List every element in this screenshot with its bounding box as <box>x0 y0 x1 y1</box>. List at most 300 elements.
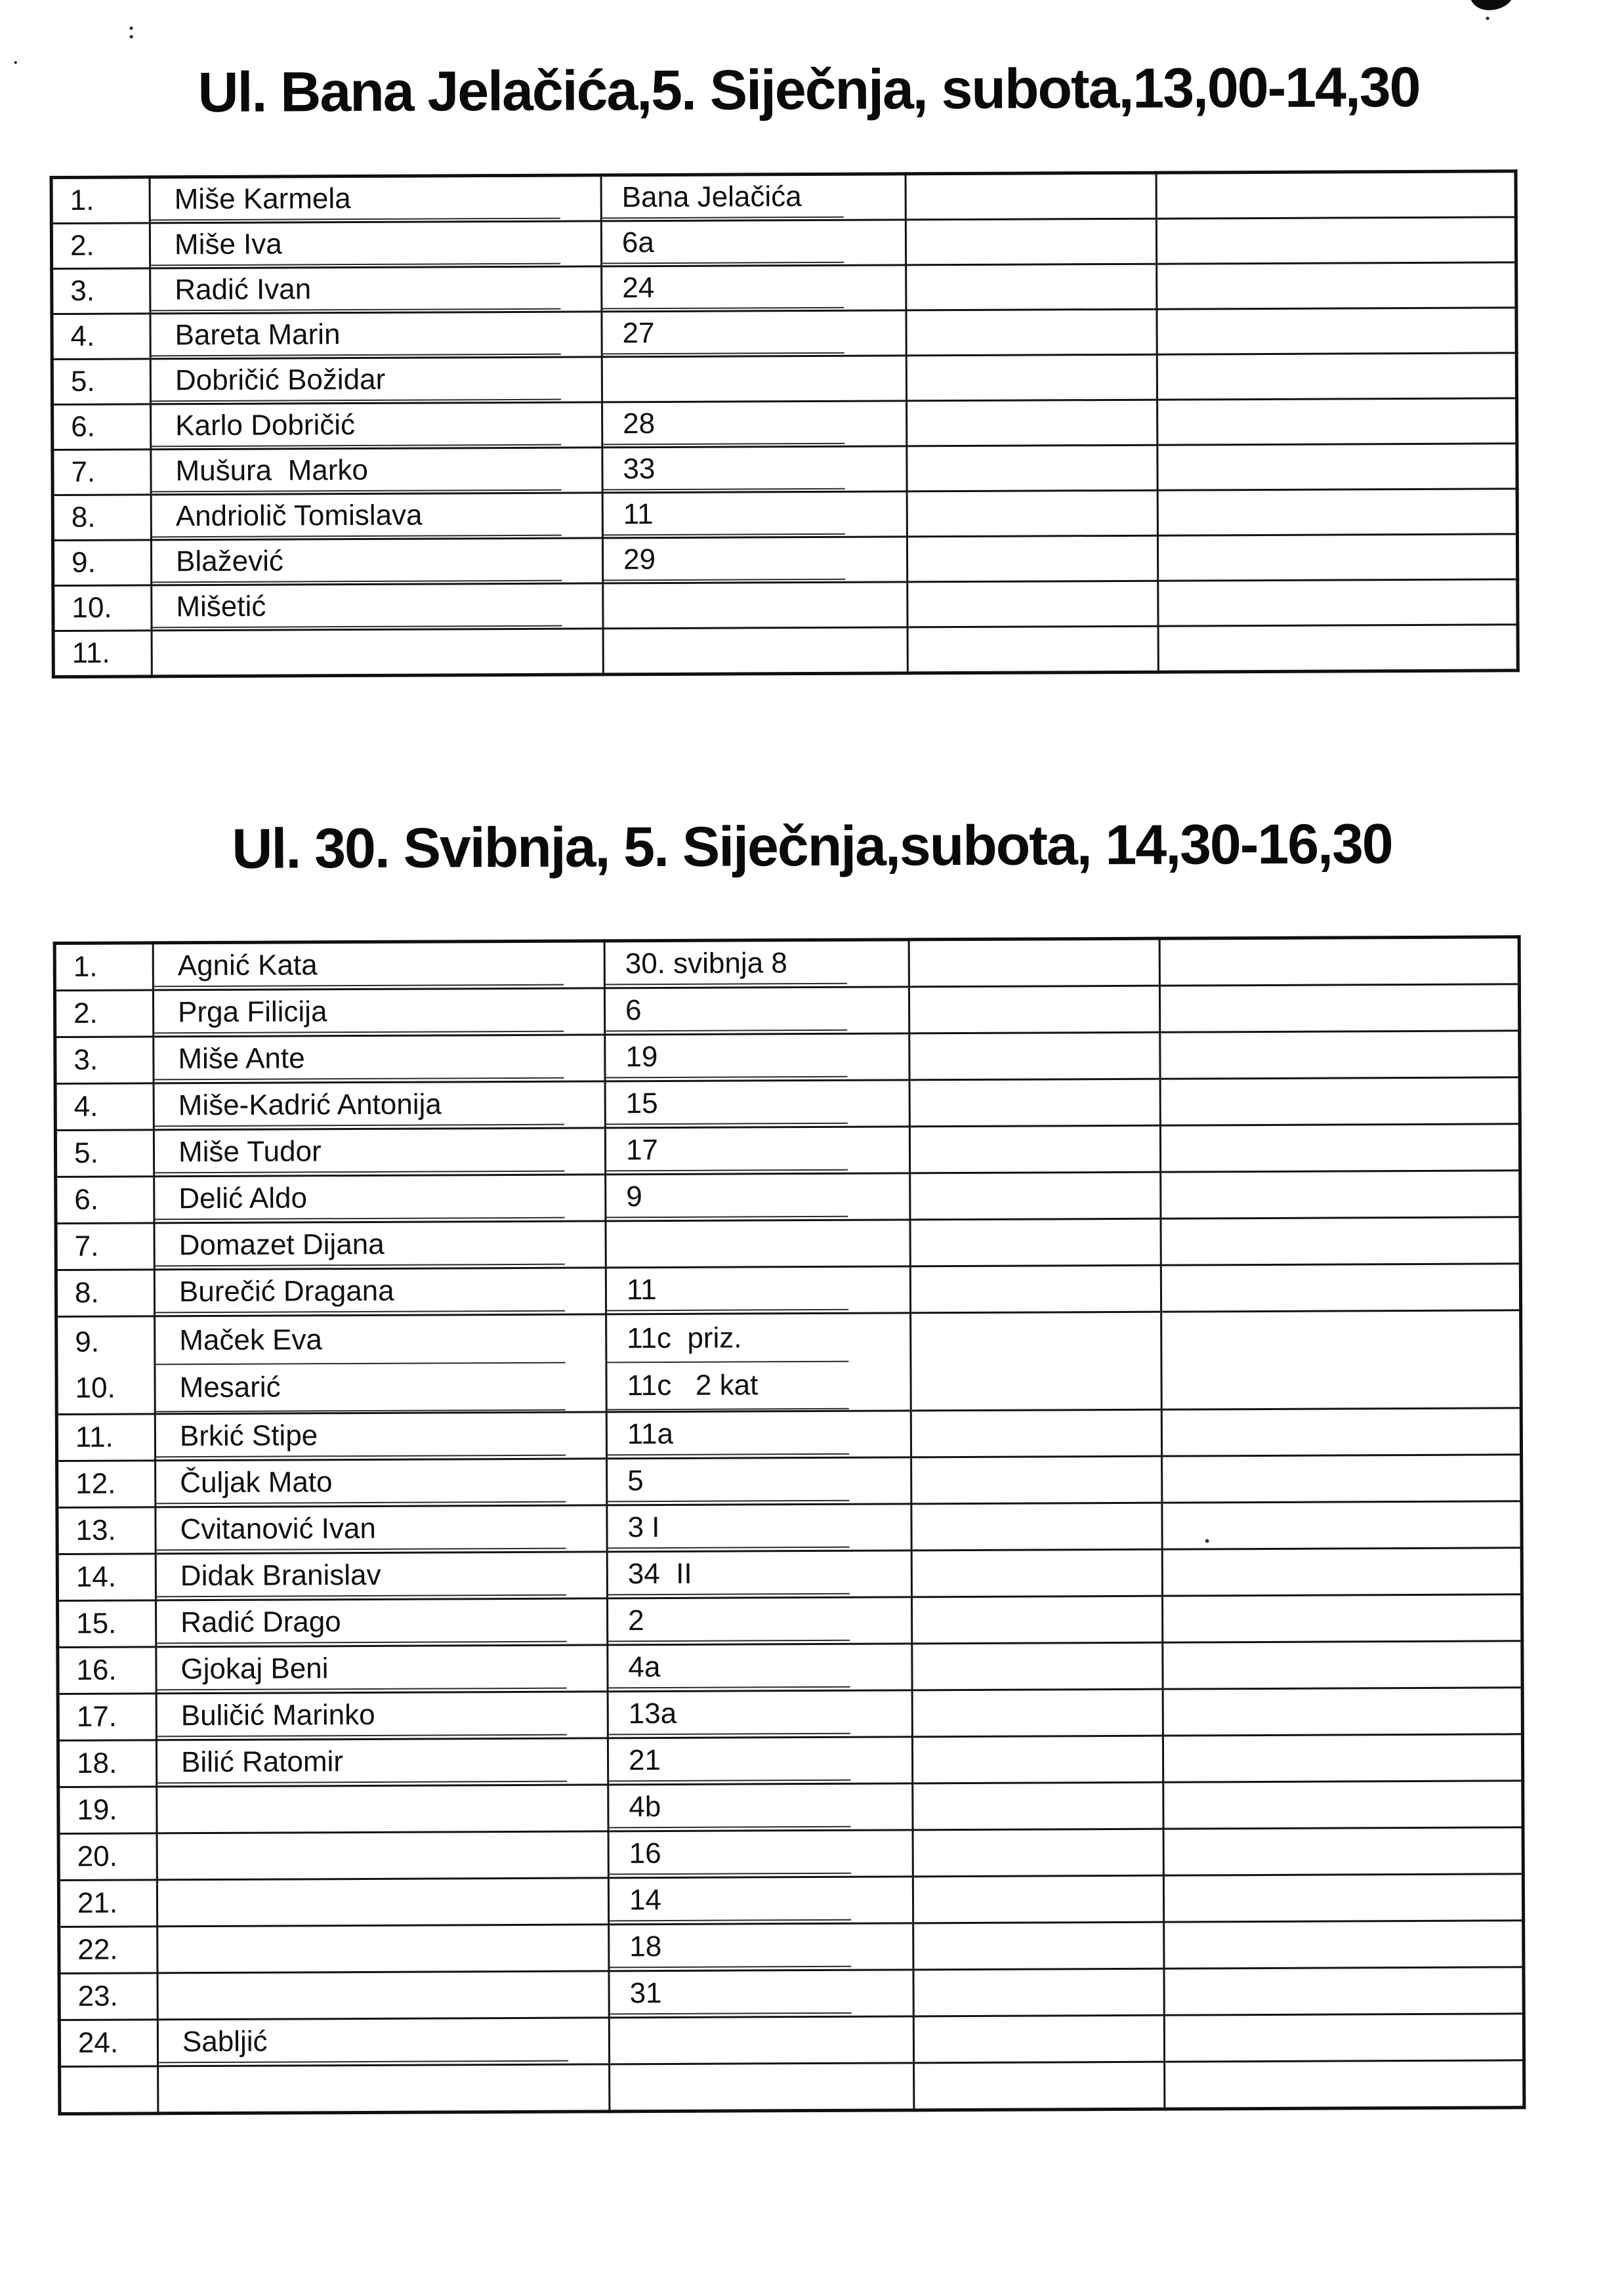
row-number: 2. <box>73 997 98 1030</box>
blank-cell <box>909 986 1159 1033</box>
blank-cell <box>1163 1827 1523 1875</box>
blank-cell <box>906 309 1157 356</box>
row-number: 5. <box>73 1136 98 1169</box>
resident-name: Miše-Kadrić Antonija <box>155 1085 564 1127</box>
row-number: 20. <box>77 1840 117 1873</box>
row-number: 15. <box>76 1607 117 1640</box>
house-number-cell <box>604 987 909 1035</box>
house-number: 11 <box>604 494 845 536</box>
resident-name: Bilić Ratomir <box>157 1741 567 1784</box>
resident-name-cell <box>153 941 604 990</box>
resident-name: Prga Filicija <box>154 991 564 1034</box>
row-number-cell <box>57 1507 156 1554</box>
blank-cell <box>1157 353 1516 400</box>
row-number: 11. <box>72 636 110 669</box>
resident-name: Domazet Dijana <box>156 1224 565 1267</box>
resident-name-cell <box>157 1785 608 1833</box>
house-number: 11c 2 kat <box>607 1362 848 1411</box>
house-number-cell <box>602 310 906 357</box>
resident-name-cell <box>150 357 602 404</box>
row-number-cell <box>54 943 153 991</box>
resident-name-cell <box>155 1314 607 1414</box>
house-number-cell <box>610 2063 914 2112</box>
roster-row <box>53 579 1518 631</box>
blank-cell <box>913 1829 1163 1877</box>
row-number: 9. <box>75 1325 100 1358</box>
row-number-cell <box>54 990 153 1037</box>
resident-name: Delić Aldo <box>155 1178 564 1220</box>
roster-row <box>54 937 1519 991</box>
resident-name: Cvitanović Ivan <box>156 1509 566 1551</box>
resident-name-cell <box>154 1175 606 1223</box>
resident-name-cell <box>157 1971 609 2020</box>
house-number: 4b <box>609 1787 850 1829</box>
house-number: 34 II <box>608 1554 850 1596</box>
blank-cell <box>912 1736 1163 1783</box>
row-number-cell <box>56 1414 155 1461</box>
row-number: 9. <box>72 546 96 579</box>
blank-cell <box>912 1596 1163 1644</box>
resident-name-cell <box>151 402 602 449</box>
row-number-cell <box>56 1270 154 1317</box>
row-number-cell <box>57 1554 156 1601</box>
roster-row <box>58 1781 1523 1834</box>
row-number: 14. <box>75 1560 117 1593</box>
resident-name: Maček Eva <box>156 1316 565 1365</box>
resident-name-cell <box>157 1878 608 1927</box>
row-number-cell <box>52 314 150 360</box>
house-number: 4a <box>608 1647 850 1689</box>
blank-cell <box>907 535 1157 582</box>
blank-cell <box>1164 1921 1524 1969</box>
resident-name-cell <box>156 1505 607 1554</box>
house-number: 11a <box>608 1414 849 1456</box>
blank-cell <box>1159 937 1519 986</box>
house-number: Bana Jelačića <box>602 177 844 219</box>
row-number-cell <box>52 268 150 314</box>
house-number-cell <box>605 1127 909 1175</box>
row-number-cell <box>55 1037 154 1084</box>
house-number-cell <box>603 582 907 629</box>
blank-cell <box>1163 1688 1522 1736</box>
house-number-cell <box>609 1970 913 2018</box>
blank-cell <box>909 1032 1160 1080</box>
resident-name-cell <box>156 1598 608 1647</box>
row-number-cell <box>56 1177 154 1224</box>
blank-cell <box>1157 308 1516 354</box>
blank-cell <box>1157 489 1517 535</box>
resident-name-cell <box>150 312 602 359</box>
resident-name-cell <box>154 1035 605 1083</box>
schedule-title-2: Ul. 30. Svibnja, 5. Siječnja,subota, 14,30-16,30 <box>232 812 1392 881</box>
row-number: 3. <box>70 274 95 307</box>
resident-name: Andriolič Tomislava <box>152 495 562 538</box>
house-number-cell <box>608 1597 912 1645</box>
row-number-cell <box>52 404 151 450</box>
resident-name: Sabljić <box>159 2021 568 2064</box>
house-number-cell <box>608 1783 913 1831</box>
row-number: 22. <box>77 1933 118 1966</box>
blank-cell <box>906 354 1157 401</box>
resident-name-cell <box>156 1738 608 1787</box>
blank-cell <box>1165 2060 1524 2109</box>
house-number: 19 <box>606 1037 847 1079</box>
schedule-title-1: Ul. Bana Jelačića,5. Siječnja, subota,13,00-14,30 <box>198 55 1420 125</box>
blank-cell <box>910 1219 1161 1266</box>
house-number-cell <box>609 2016 913 2064</box>
roster-row <box>56 1217 1520 1270</box>
resident-name: Čuljak Mato <box>156 1462 566 1505</box>
house-number-cell <box>602 491 907 538</box>
house-number-cell <box>602 356 906 402</box>
house-number-cell <box>607 1504 911 1552</box>
roster-row <box>56 1264 1520 1317</box>
row-number: 3. <box>73 1043 98 1076</box>
row-number-cell <box>55 1083 154 1131</box>
house-number: 2 <box>608 1600 850 1642</box>
blank-cell <box>911 1312 1162 1411</box>
house-number-cell <box>609 1923 913 1971</box>
blank-cell <box>1162 1501 1522 1549</box>
house-number-cell <box>606 1220 910 1268</box>
blank-cell <box>1163 1641 1522 1689</box>
resident-name-cell <box>154 1221 606 1270</box>
row-number-cell <box>58 1600 156 1648</box>
house-number: 9 <box>606 1177 848 1219</box>
blank-cell <box>907 581 1158 627</box>
house-number-cell <box>602 537 907 583</box>
roster-row <box>59 2014 1524 2067</box>
row-number-cell <box>59 2020 157 2067</box>
blank-cell <box>914 2062 1165 2110</box>
roster-row <box>53 625 1518 677</box>
row-number-cell <box>58 1833 157 1881</box>
house-number-cell <box>602 446 907 493</box>
blank-cell <box>913 1969 1164 2016</box>
resident-name-cell <box>152 629 603 677</box>
scan-speck <box>1486 16 1489 20</box>
row-number-cell <box>60 2066 158 2114</box>
row-number: 23. <box>77 1980 118 2012</box>
row-number: 7. <box>71 455 96 488</box>
resident-name: Miše Karmela <box>151 178 560 221</box>
blank-cell <box>1163 1874 1523 1922</box>
resident-name: Radić Ivan <box>151 269 560 312</box>
blank-cell <box>913 1922 1164 1970</box>
row-number-cell <box>53 631 152 677</box>
house-number-cell <box>605 1033 909 1081</box>
roster-row <box>58 1734 1522 1787</box>
house-number-cell <box>603 627 907 675</box>
row-number-cell <box>51 223 150 269</box>
blank-cell <box>913 2015 1164 2063</box>
row-number-cell <box>52 540 151 586</box>
house-number: 13a <box>609 1694 850 1736</box>
blank-cell <box>906 219 1156 265</box>
resident-name-cell <box>151 448 602 495</box>
house-number: 21 <box>609 1740 850 1782</box>
house-number-cell <box>606 1266 910 1314</box>
blank-cell <box>1162 1548 1522 1596</box>
house-number: 31 <box>610 1973 852 2015</box>
resident-name: Miše Tudor <box>155 1131 564 1174</box>
resident-name-cell <box>151 493 602 540</box>
roster-row <box>57 1501 1522 1554</box>
house-number-cell <box>606 1313 911 1412</box>
resident-name: Karlo Dobričić <box>152 405 561 448</box>
roster-row <box>54 984 1519 1037</box>
resident-name-cell <box>156 1552 607 1600</box>
roster-row <box>58 1688 1522 1741</box>
blank-cell <box>1157 398 1517 445</box>
house-number-cell <box>608 1644 912 1692</box>
resident-name: Radić Drago <box>157 1602 566 1644</box>
row-number-cell <box>59 1927 157 1974</box>
blank-cell <box>1157 534 1517 581</box>
roster-table-2 <box>53 935 1526 2115</box>
row-number-cell <box>58 1880 157 1927</box>
blank-cell <box>911 1409 1161 1457</box>
resident-name-cell <box>154 1081 605 1130</box>
blank-cell <box>907 400 1157 446</box>
blank-cell <box>1164 1967 1524 2015</box>
house-number-cell <box>607 1457 911 1505</box>
row-number-cell <box>58 1740 156 1787</box>
resident-name: Mišetić <box>152 586 562 629</box>
roster-row <box>55 1124 1520 1177</box>
blank-cell <box>907 445 1157 491</box>
blank-cell <box>913 1875 1163 1923</box>
row-number: 8. <box>71 501 96 533</box>
blank-cell <box>1164 2014 1524 2062</box>
row-number: 4. <box>70 320 95 352</box>
row-number: 24. <box>77 2026 119 2059</box>
house-number: 6a <box>602 222 844 264</box>
roster-row <box>52 534 1517 586</box>
blank-cell <box>1157 262 1516 309</box>
blank-cell <box>1156 171 1516 219</box>
blank-cell <box>1158 625 1518 672</box>
row-number: 21. <box>77 1886 118 1919</box>
row-number: 11. <box>75 1421 114 1453</box>
roster-row <box>52 444 1517 495</box>
resident-name: Gjokaj Beni <box>157 1648 566 1691</box>
blank-cell <box>907 626 1158 673</box>
row-number-cell <box>51 177 150 224</box>
resident-name: Mušura Marko <box>152 450 561 493</box>
house-number: 33 <box>603 449 844 491</box>
roster-row <box>57 1455 1522 1508</box>
resident-name-cell <box>158 2064 610 2114</box>
house-number-cell <box>601 220 906 266</box>
row-number: 10. <box>72 591 112 624</box>
resident-name: Mesarić <box>156 1364 565 1413</box>
resident-name-cell <box>156 1692 608 1740</box>
roster-row <box>59 1967 1524 2020</box>
house-number-cell <box>606 1411 911 1459</box>
house-number: 16 <box>610 1833 851 1875</box>
blank-cell <box>906 173 1156 220</box>
roster-row <box>51 217 1516 269</box>
blank-cell <box>909 1125 1160 1173</box>
house-number: 17 <box>606 1130 848 1172</box>
blank-cell <box>912 1689 1163 1737</box>
blank-cell <box>1161 1310 1522 1409</box>
resident-name: Burečić Dragana <box>156 1271 565 1314</box>
resident-name: Agnić Kata <box>154 945 564 988</box>
roster-row <box>52 308 1516 360</box>
row-number-cell <box>56 1316 156 1415</box>
row-number-cell <box>55 1130 154 1177</box>
scan-speck <box>14 61 17 64</box>
row-number-cell <box>58 1787 157 1834</box>
house-number-cell <box>602 265 906 312</box>
row-number: 7. <box>74 1230 99 1262</box>
resident-name: Buličić Marinko <box>157 1695 567 1738</box>
blank-cell <box>909 938 1159 987</box>
roster-row <box>58 1641 1522 1694</box>
resident-name-cell <box>155 1412 606 1461</box>
resident-name: Blažević <box>152 541 562 583</box>
row-number: 6. <box>71 410 96 443</box>
blank-cell <box>1158 579 1518 626</box>
house-number: 27 <box>602 313 844 355</box>
row-number: 16. <box>76 1654 117 1686</box>
row-number: 18. <box>76 1747 117 1780</box>
roster-row <box>56 1171 1520 1224</box>
row-number-cell <box>59 1973 157 2020</box>
blank-cell <box>1159 984 1519 1032</box>
house-number: 30. svibnja 8 <box>606 944 847 986</box>
blank-cell <box>1157 444 1517 490</box>
roster-row <box>57 1548 1522 1601</box>
row-number: 2. <box>70 229 94 262</box>
roster-row <box>55 1077 1520 1131</box>
row-number: 17. <box>76 1700 117 1733</box>
resident-name-cell <box>157 1925 609 1973</box>
row-number-cell <box>58 1694 156 1741</box>
house-number: 11 <box>607 1270 848 1312</box>
resident-name-cell <box>153 988 604 1037</box>
resident-name: Miše Ante <box>154 1038 564 1081</box>
resident-name-cell <box>156 1645 608 1694</box>
blank-cell <box>911 1456 1162 1504</box>
blank-cell <box>1163 1734 1522 1782</box>
scan-speck <box>1205 1539 1209 1543</box>
resident-name: Miše Iva <box>151 224 560 266</box>
row-number: 13. <box>75 1514 116 1547</box>
resident-name-cell <box>156 1459 607 1507</box>
blank-cell <box>910 1265 1161 1313</box>
resident-name-cell <box>157 1831 608 1880</box>
blank-cell <box>1163 1781 1523 1829</box>
roster-table-1-body <box>51 171 1518 677</box>
house-number-cell <box>606 1173 910 1221</box>
blank-cell <box>911 1503 1162 1551</box>
house-number: 29 <box>604 539 845 581</box>
blank-cell <box>907 490 1157 537</box>
house-number: 24 <box>602 268 844 310</box>
house-number-cell <box>608 1737 912 1785</box>
house-number-cell <box>607 1551 911 1598</box>
scan-speck <box>130 27 133 30</box>
blank-cell <box>909 1079 1160 1127</box>
row-number: 8. <box>74 1276 99 1309</box>
blank-cell <box>1162 1594 1522 1642</box>
row-number-cell <box>52 449 151 495</box>
roster-row <box>58 1827 1523 1881</box>
roster-row <box>52 262 1516 314</box>
roster-row <box>58 1874 1523 1927</box>
roster-row <box>56 1408 1521 1461</box>
house-number: 18 <box>610 1927 851 1969</box>
row-number: 1. <box>70 184 94 217</box>
blank-cell <box>913 1782 1163 1830</box>
house-number-cell <box>602 401 907 448</box>
blank-cell <box>1161 1408 1521 1456</box>
resident-name-cell <box>150 266 602 314</box>
row-number: 19. <box>77 1793 117 1826</box>
house-number: 28 <box>603 404 844 446</box>
house-number-cell <box>605 1080 909 1128</box>
resident-name-cell <box>151 538 602 585</box>
resident-name: Didak Branislav <box>157 1555 566 1598</box>
resident-name: Dobričić Božidar <box>152 360 561 402</box>
resident-name-cell <box>154 1268 606 1316</box>
house-number: 3 I <box>608 1507 849 1549</box>
resident-name: Brkić Stipe <box>156 1415 566 1458</box>
roster-row <box>51 171 1516 224</box>
blank-cell <box>1161 1264 1520 1312</box>
blank-cell <box>1160 1077 1520 1125</box>
row-number-cell <box>58 1647 156 1694</box>
house-number: 5 <box>608 1461 849 1503</box>
row-number-cell <box>53 585 152 631</box>
row-number: 12. <box>75 1467 116 1500</box>
resident-name: Bareta Marin <box>151 314 560 357</box>
roster-row <box>58 1594 1522 1648</box>
roster-row <box>52 398 1517 450</box>
blank-cell <box>1156 217 1516 264</box>
roster-table-1 <box>50 169 1520 678</box>
blank-cell <box>1162 1455 1522 1503</box>
row-number-cell <box>52 359 150 405</box>
blank-cell <box>1161 1171 1520 1219</box>
row-number-cell <box>52 495 151 541</box>
house-number-cell <box>608 1877 913 1925</box>
house-number: 14 <box>610 1880 851 1922</box>
row-number-cell <box>57 1461 156 1508</box>
house-number: 15 <box>606 1083 848 1125</box>
resident-name-cell <box>152 583 603 631</box>
roster-row <box>56 1310 1522 1415</box>
resident-name-cell <box>150 221 601 268</box>
blank-cell <box>1161 1217 1520 1265</box>
roster-row <box>55 1031 1520 1084</box>
blank-cell <box>1160 1124 1520 1172</box>
resident-name-cell <box>157 2018 609 2066</box>
house-number: 11c priz. <box>607 1315 848 1364</box>
roster-table-2-body <box>54 937 1524 2114</box>
resident-name-cell <box>154 1128 605 1177</box>
row-number: 1. <box>73 950 98 983</box>
roster-row <box>60 2060 1524 2114</box>
blank-cell <box>1160 1031 1520 1079</box>
roster-row <box>52 489 1517 541</box>
row-number-cell <box>56 1223 154 1270</box>
blank-cell <box>911 1549 1162 1597</box>
blank-cell <box>912 1642 1163 1690</box>
